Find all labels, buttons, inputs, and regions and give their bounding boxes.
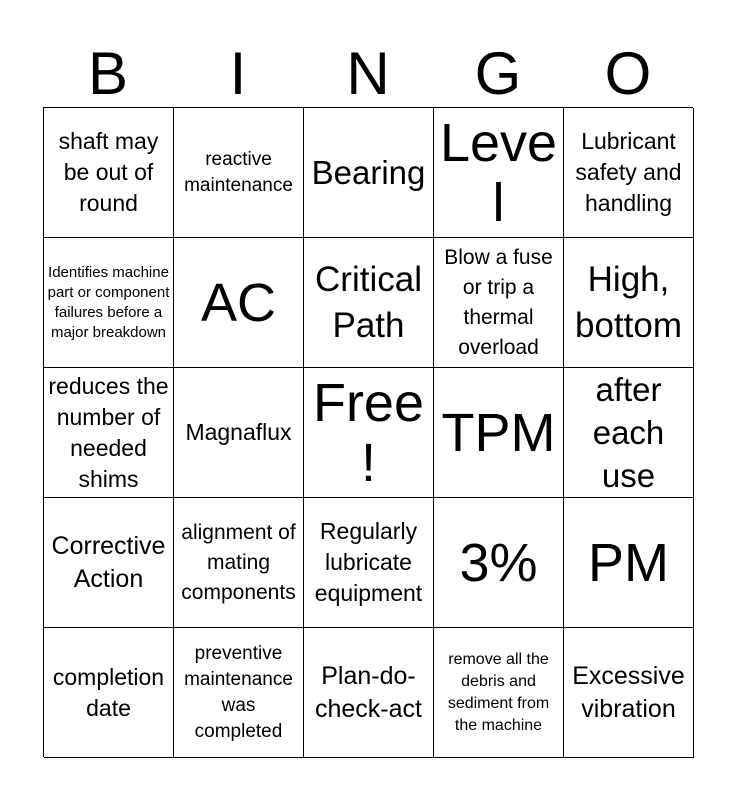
cell-text: remove all the debris and sediment from the machine bbox=[447, 650, 550, 734]
cell-text: Blow a fuse or trip a thermal overload bbox=[444, 245, 553, 359]
bingo-cell[interactable] bbox=[44, 368, 174, 498]
cell-text: TPM bbox=[441, 402, 556, 463]
cell-text: 3% bbox=[459, 532, 538, 593]
bingo-cell[interactable] bbox=[174, 628, 304, 758]
cell-text: AC bbox=[200, 272, 276, 333]
bingo-cell[interactable] bbox=[564, 238, 694, 368]
bingo-cell[interactable] bbox=[434, 368, 564, 498]
cell-text: Identifies machine part or component failures before a major breakdown bbox=[47, 263, 170, 341]
cell-text: alignment of mating components bbox=[181, 520, 296, 604]
cell-text: preventive maintenance was completed bbox=[184, 642, 293, 742]
bingo-cell[interactable] bbox=[434, 498, 564, 628]
bingo-board bbox=[43, 107, 693, 757]
cell-text: Lubricant safety and handling bbox=[575, 128, 682, 216]
bingo-cell[interactable] bbox=[564, 368, 694, 498]
cell-text: after each use bbox=[592, 371, 665, 494]
bingo-cell[interactable] bbox=[304, 238, 434, 368]
header-letter-n: N bbox=[346, 40, 390, 107]
cell-text: High, bottom bbox=[575, 259, 682, 345]
header-letter-i: I bbox=[229, 40, 247, 107]
header-letter-o: O bbox=[604, 40, 652, 107]
bingo-cell[interactable] bbox=[304, 108, 434, 238]
bingo-cell[interactable] bbox=[174, 368, 304, 498]
bingo-cell[interactable] bbox=[174, 498, 304, 628]
bingo-cell[interactable] bbox=[44, 108, 174, 238]
cell-text: Magnaflux bbox=[185, 419, 292, 445]
cell-text: Corrective Action bbox=[51, 531, 166, 593]
cell-text: Critical Path bbox=[315, 259, 422, 345]
cell-text: Level bbox=[439, 112, 558, 233]
cell-text: reduces the number of needed shims bbox=[48, 372, 169, 492]
cell-text: reactive maintenance bbox=[184, 148, 293, 196]
header-letter-b: B bbox=[87, 40, 129, 107]
bingo-cell[interactable] bbox=[174, 108, 304, 238]
bingo-cell[interactable] bbox=[564, 628, 694, 758]
bingo-cell[interactable] bbox=[434, 628, 564, 758]
cell-text: Bearing bbox=[311, 154, 426, 191]
bingo-cell[interactable] bbox=[174, 238, 304, 368]
cell-text: shaft may be out of round bbox=[58, 128, 159, 216]
cell-text: Free! bbox=[312, 372, 425, 493]
bingo-cell[interactable] bbox=[304, 628, 434, 758]
bingo-cell[interactable] bbox=[564, 108, 694, 238]
cell-text: Plan-do-check-act bbox=[315, 661, 422, 723]
header-letter-g: G bbox=[474, 40, 522, 107]
bingo-cell[interactable] bbox=[44, 238, 174, 368]
bingo-cell[interactable] bbox=[304, 498, 434, 628]
bingo-cell[interactable] bbox=[564, 498, 694, 628]
bingo-header bbox=[43, 38, 693, 110]
cell-text: Excessive vibration bbox=[572, 661, 685, 723]
bingo-cell[interactable] bbox=[44, 628, 174, 758]
bingo-cell[interactable] bbox=[44, 498, 174, 628]
cell-text: PM bbox=[588, 532, 669, 593]
bingo-cell[interactable] bbox=[434, 238, 564, 368]
cell-text: completion date bbox=[52, 663, 165, 721]
bingo-cell[interactable] bbox=[434, 108, 564, 238]
free-space[interactable] bbox=[304, 368, 434, 498]
cell-text: Regularly lubricate equipment bbox=[314, 518, 423, 606]
